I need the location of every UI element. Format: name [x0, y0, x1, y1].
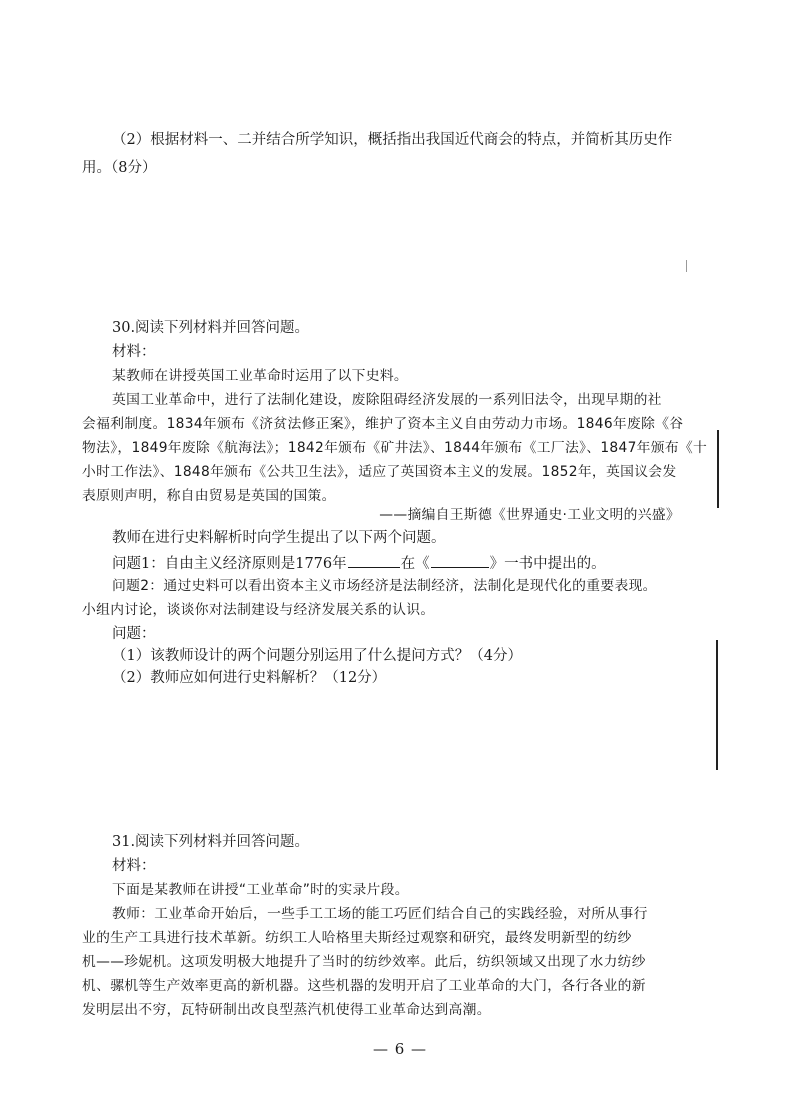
answer-blank-year-person[interactable] — [348, 552, 400, 568]
q30-subquestion-2: （2）教师应如何进行史料解析？（12分） — [112, 670, 387, 686]
q29-part2-line2: 用。（8分） — [82, 160, 157, 176]
q30-para-line-1: 英国工业革命中，进行了法制化建设，废除阻碍经济发展的一系列旧法令，出现早期的社 — [112, 392, 662, 408]
q30-question2-line2: 小组内讨论，谈谈你对法制建设与经济发展关系的认识。 — [82, 602, 435, 618]
q31-para-line-5: 发明层出不穷，瓦特研制出改良型蒸汽机使得工业革命达到高潮。 — [82, 1002, 491, 1018]
q30-teacher-line: 教师在进行史料解析时向学生提出了以下两个问题。 — [112, 530, 446, 546]
q30-q1-suffix: 》一书中提出的。 — [489, 556, 606, 572]
q30-para-line-4: 小时工作法》、1848年颁布《公共卫生法》，适应了英国资本主义的发展。1852年，英国议会发 — [82, 464, 677, 480]
q30-questions-label: 问题： — [112, 626, 156, 642]
q29-part2-line1: （2）根据材料一、二并结合所学知识，概括指出我国近代商会的特点，并简析其历史作 — [112, 132, 673, 148]
q31-para-line-3: 机——珍妮机。这项发明极大地提升了当时的纺纱效率。此后，纺织领域又出现了水力纺纱 — [82, 954, 646, 970]
q30-question1 — [112, 552, 682, 574]
q30-material-label: 材料： — [112, 344, 156, 360]
q30-para-line-2: 会福利制度。1834年颁布《济贫法修正案》，维护了资本主义自由劳动力市场。1846年废除《谷 — [82, 416, 684, 432]
q30-para-line-5: 表原则声明，称自由贸易是英国的国策。 — [82, 488, 336, 504]
q30-question2-line1: 问题2：通过史料可以看出资本主义市场经济是法制经济，法制化是现代化的重要表现。 — [112, 578, 657, 594]
page-number: — 6 — — [372, 1040, 428, 1058]
scan-mark-top — [717, 430, 719, 508]
q31-title: 31.阅读下列材料并回答问题。 — [112, 834, 310, 850]
q30-title: 30.阅读下列材料并回答问题。 — [112, 320, 310, 336]
q30-q1-prefix: 问题1：自由主义经济原则是1776年 — [112, 556, 347, 572]
scan-mark-middle — [716, 640, 718, 770]
scan-mark-small — [686, 260, 687, 272]
q30-source: ——摘编自王斯德《世界通史·工业文明的兴盛》 — [379, 507, 680, 523]
q30-intro: 某教师在讲授英国工业革命时运用了以下史料。 — [112, 368, 409, 384]
q30-para-line-3: 物法》，1849年废除《航海法》；1842年颁布《矿井法》、1844年颁布《工厂法》、1847年颁布《十 — [82, 440, 708, 456]
q31-para-line-1: 教师：工业革命开始后，一些手工工场的能工巧匠们结合自己的实践经验，对所从事行 — [112, 906, 648, 922]
q30-subquestion-1: （1）该教师设计的两个问题分别运用了什么提问方式？（4分） — [112, 648, 522, 664]
q31-para-line-4: 机、骡机等生产效率更高的新机器。这些机器的发明开启了工业革命的大门，各行各业的新 — [82, 978, 646, 994]
q30-q1-mid: 在《 — [400, 556, 430, 572]
q31-intro: 下面是某教师在讲授“工业革命”时的实录片段。 — [112, 882, 409, 898]
q31-material-label: 材料： — [112, 858, 156, 874]
answer-blank-book[interactable] — [431, 552, 489, 568]
q31-para-line-2: 业的生产工具进行技术革新。纺织工人哈格里夫斯经过观察和研究，最终发明新型的纺纱 — [82, 930, 632, 946]
